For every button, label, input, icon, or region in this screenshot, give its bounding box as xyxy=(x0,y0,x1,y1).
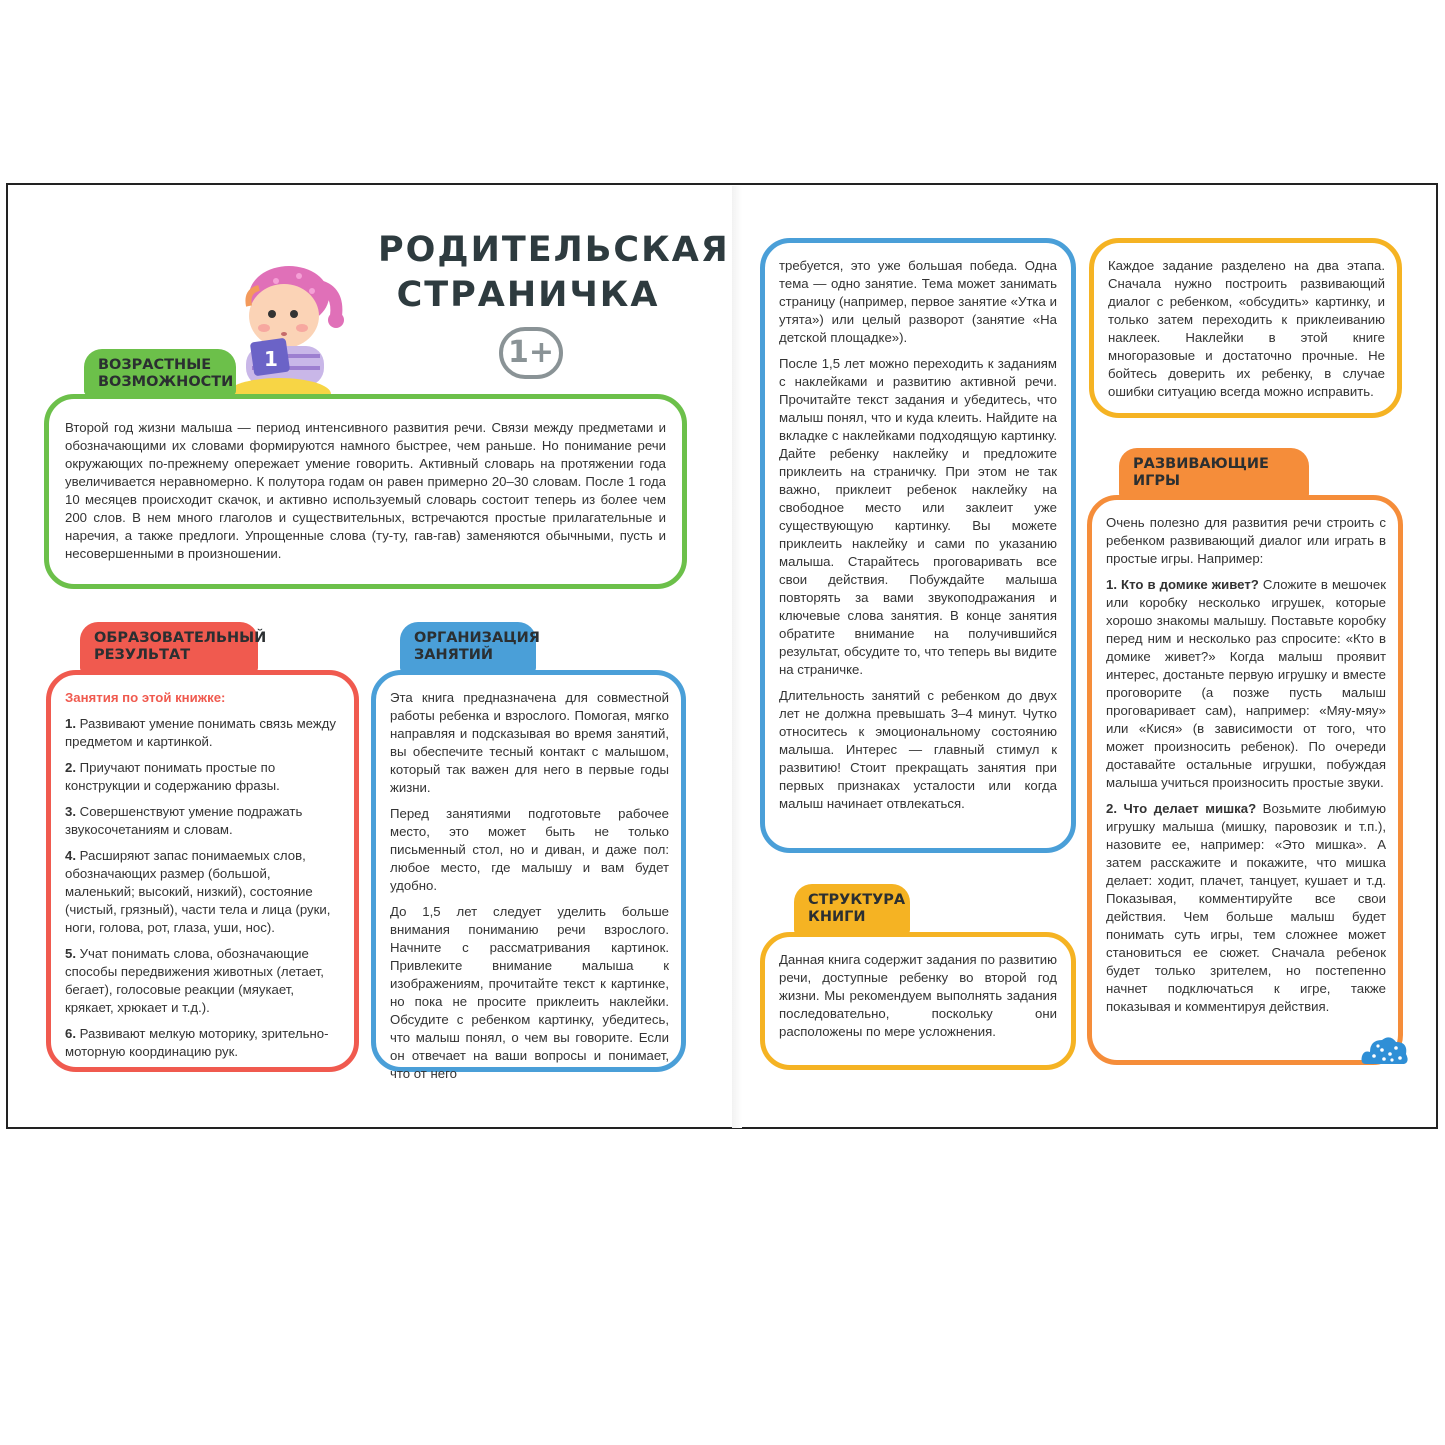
age-tag-line1: ВОЗРАСТНЫЕ xyxy=(98,357,212,373)
edu-list-item xyxy=(65,803,342,839)
edu-list-item-number: 6. xyxy=(65,1026,76,1041)
stages-box xyxy=(1089,238,1402,418)
edu-list-item xyxy=(65,1025,342,1061)
edu-list-item-number: 5. xyxy=(65,946,76,961)
age-section-text: Второй год жизни малыша — период интенсивного развития речи. Связи между предметами и обозначающими их словами формируются намного быстрее, чем раньше. Но понимание речи окружающих по-прежнему опережает умение говорить. Активный словарь на протяжении года увеличивается неравномерно. К полутора годам он равен примерно 20–30 словам. После 1 года 10 месяцев происходит скачок, и активно используемый словарь состоит теперь из более чем 200 слов. В нем много глаголов и существительных, встречаются простые прилагательные и наречия, а также предлоги. Упрощенные слова (ту-ту, гав-гав) заменяются обычными, пусть и несовершенными в произношении. xyxy=(65,420,666,561)
edu-section-tag xyxy=(80,622,267,672)
org-paragraph-2: Перед занятиями подготовьте рабочее место, это может быть не только письменный стол, но и диван, и даже пол: любое место, где малышу и вам будет удобно. xyxy=(390,806,669,893)
continuation-box xyxy=(760,238,1076,853)
baby-face xyxy=(249,284,319,348)
cloud-icon xyxy=(1360,1032,1410,1068)
edu-list-item-number: 1. xyxy=(65,716,76,731)
struct-section-text: Данная книга содержит задания по развитию речи, доступные ребенку во второй год жизни. Мы рекомендуем выполнять задания последовательно, поскольку они расположены по мере усложнения. xyxy=(779,952,1057,1039)
edu-tag-line2: РЕЗУЛЬТАТ xyxy=(94,647,191,663)
edu-list-item-number: 4. xyxy=(65,848,76,863)
page-title-line1: РОДИТЕЛЬСКАЯ xyxy=(378,230,730,270)
games-intro: Очень полезно для развития речи строить с ребенком развивающий диалог или играть в простые игры. Например: xyxy=(1106,515,1386,566)
game-2-title: 2. Что делает мишка? xyxy=(1106,801,1257,816)
game-1-title: 1. Кто в домике живет? xyxy=(1106,577,1259,592)
org-tag-line2: ЗАНЯТИЙ xyxy=(414,647,493,663)
edu-list-item-text: Совершенствуют умение подражать звукосочетаниям и словам. xyxy=(65,804,303,837)
age-section-tag xyxy=(84,349,236,395)
page-gutter xyxy=(732,186,742,1128)
edu-list-item-text: Приучают понимать простые по конструкции и содержанию фразы. xyxy=(65,760,280,793)
edu-list-item-number: 2. xyxy=(65,760,76,775)
edu-heading: Занятия по этой книжке: xyxy=(65,690,226,705)
stages-text: Каждое задание разделено на два этапа. Сначала нужно построить развивающий диалог с ребенком, «обсудить» картинку, и только затем переходить к приклеиванию наклеек. Наклейки в этой книге многоразовые и достаточно прочные. Не бойтесь доверить их ребенку, в случае ошибки ситуацию всегда можно исправить. xyxy=(1108,258,1385,399)
age-badge: 1+ xyxy=(499,327,563,379)
struct-section-box xyxy=(760,932,1076,1070)
game-2-text: Возьмите любимую игрушку малыша (мишку, паровозик и т.п.), назовите ее, например: «Это мишка». А затем расскажите и покажите, что мишка делает: ходит, плачет, танцует, кушает и т.д. Показывая, комментируйте все свои действия. Чем больше малыш будет понимать суть игры, тем сложнее может становиться ее сюжет. Сначала ребенок будет только зрителем, но постепенно начнет подключаться к игре, также показывая и комментируя действия. xyxy=(1106,801,1386,1014)
baby-illustration xyxy=(224,236,354,416)
games-section-tag xyxy=(1119,448,1309,498)
games-section-box xyxy=(1087,495,1403,1065)
cont-paragraph-1: требуется, это уже большая победа. Одна тема — одно занятие. Тема может занимать страницу (например, первое занятие «Утка и утята») или целый разворот (занятие «На детской площадке»). xyxy=(779,258,1057,345)
page-title-line2: СТРАНИЧКА xyxy=(396,275,660,315)
edu-list-item xyxy=(65,945,342,1017)
game-1-text: Сложите в мешочек или коробку несколько игрушек, которые хорошо знакомы малышу. Поставьте коробку перед ним и несколько раз спросите: «Кто в домике живет?» Когда малыш проявит интерес, достаньте первую игрушку и вместе проговорите (а позже пусть малыш проговаривает сам), например: «Мяу-мяу» или «Кися» (в зависимости от того, что может произносить ребенок). По очереди доставайте остальные игрушки, побуждая малыша учиться произносить простые звуки. xyxy=(1106,577,1386,790)
cont-paragraph-3: Длительность занятий с ребенком до двух лет не должна превышать 3–4 минут. Чутко относитесь к эмоциональному состоянию малыша. Интерес — главный стимул к развитию! Стоит прекращать занятия при первых признаках усталости или когда малыш начинает отвлекаться. xyxy=(779,688,1057,811)
edu-list-item-text: Развивают мелкую моторику, зрительно-моторную координацию рук. xyxy=(65,1026,329,1059)
org-section-box xyxy=(371,670,686,1081)
game-2 xyxy=(1106,800,1386,1016)
cont-paragraph-2: После 1,5 лет можно переходить к заданиям с наклейками и развитию активной речи. Прочитайте текст задания и убедитесь, что малыш понял, что и куда клеить. Найдите на вкладке с наклейками подходящую картинку. Дайте ребенку наклейку и предложите приклеить на страничку. При этом не так важно, приклеит ребенок наклейку на свободное место или заклеит уже существующую картинку. Вы можете приклеить наклейку и сами по указанию малыша. Старайтесь проговаривать все свои действия. Побуждайте малыша повторять за вами звукоподражания и ключевые слова занятия. В конце занятия обратите внимание на получившийся результат, обсудите то, что теперь вы видите на страничке. xyxy=(779,356,1057,677)
edu-section-box xyxy=(46,670,359,1072)
struct-tag-line1: СТРУКТУРА xyxy=(808,892,906,908)
edu-list-item xyxy=(65,847,342,937)
edu-list-item-text: Развивают умение понимать связь между предметом и картинкой. xyxy=(65,716,336,749)
edu-list-item xyxy=(65,715,342,751)
games-tag-line2: ИГРЫ xyxy=(1133,473,1181,489)
game-1 xyxy=(1106,576,1386,792)
org-paragraph-3: До 1,5 лет следует уделить больше внимания пониманию речи взрослого. Начните с рассматривания картинок. Привлеките внимание малыша к изображениям, прочитайте текст к картинке, но пока не просите приклеить наклейки. Обсудите с ребенком картинку, убедитесь, что малыш понял, о чем вы говорите. Если он отвечает на ваши вопросы и понимает, что от него xyxy=(390,904,669,1081)
edu-list xyxy=(65,715,342,1061)
edu-list-item-number: 3. xyxy=(65,804,76,819)
edu-list-item xyxy=(65,759,342,795)
cube-number: 1 xyxy=(264,347,278,371)
page-title xyxy=(378,228,730,318)
edu-tag-line1: ОБРАЗОВАТЕЛЬНЫЙ xyxy=(94,630,267,646)
edu-list-item-text: Расширяют запас понимаемых слов, обозначающих размер (большой, маленький; высокий, низкий), состояние (чистый, грязный), части тела и лица (руки, ноги, голова, рот, глаза, уши, нос). xyxy=(65,848,331,935)
org-tag-line1: ОРГАНИЗАЦИЯ xyxy=(414,630,540,646)
games-tag-line1: РАЗВИВАЮЩИЕ xyxy=(1133,456,1269,472)
edu-list-item-text: Учат понимать слова, обозначающие способы передвижения животных (летает, бегает), голосовые реакции (мяукает, крякает, хрюкает и т.д.). xyxy=(65,946,324,1015)
struct-tag-line2: КНИГИ xyxy=(808,909,866,925)
org-paragraph-1: Эта книга предназначена для совместной работы ребенка и взрослого. Помогая, мягко направляя и подсказывая во время занятий, вы обеспечите тесный контакт с малышом, который так важен для него в первые годы жизни. xyxy=(390,690,669,795)
org-section-tag xyxy=(400,622,540,672)
age-section-box xyxy=(44,394,687,589)
age-tag-line2: ВОЗМОЖНОСТИ xyxy=(98,374,234,390)
struct-section-tag xyxy=(794,884,910,934)
